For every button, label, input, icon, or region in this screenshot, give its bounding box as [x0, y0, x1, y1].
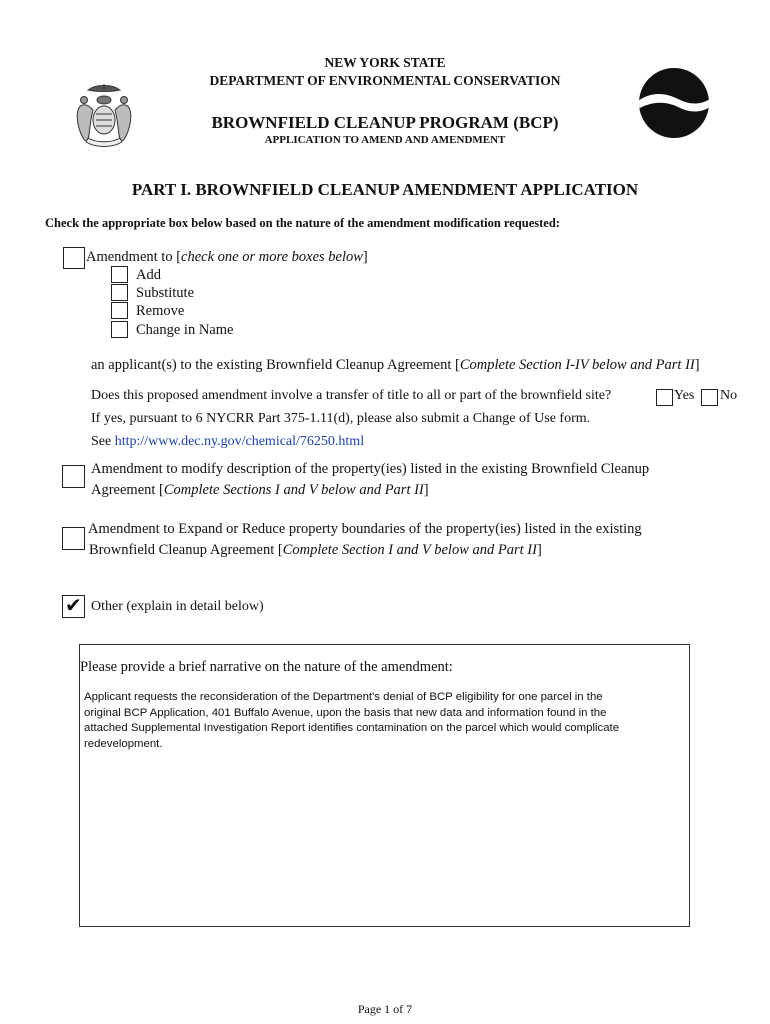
other-checkbox[interactable]: [62, 595, 85, 618]
add-label: Add: [136, 267, 161, 283]
part-title: PART I. BROWNFIELD CLEANUP AMENDMENT APPLICATION: [131, 180, 639, 199]
modify-description-line1: Amendment to modify description of the property(ies) listed in the existing Brownfield Cleanup: [91, 461, 650, 477]
header-state: NEW YORK STATE: [324, 55, 446, 70]
narrative-line: original BCP Application, 401 Buffalo Avenue, upon the basis that new data and information found in the: [84, 706, 607, 719]
page-number: Page 1 of 7: [357, 1002, 413, 1016]
add-checkbox[interactable]: [111, 266, 128, 283]
change-of-use-link[interactable]: http://www.dec.ny.gov/chemical/76250.html: [114, 434, 365, 449]
applicant-line: an applicant(s) to the existing Brownfield Cleanup Agreement [Complete Section I-IV below and Part II]: [91, 357, 700, 373]
program-title: BROWNFIELD CLEANUP PROGRAM (BCP): [211, 113, 559, 132]
amendment-to-label: Amendment to [check one or more boxes below]: [86, 249, 368, 265]
yes-checkbox[interactable]: [656, 389, 673, 406]
narrative-line: Applicant requests the reconsideration of the Department's denial of BCP eligibility for one parcel in the: [84, 691, 603, 703]
yes-label: Yes: [674, 388, 695, 403]
remove-checkbox[interactable]: [111, 302, 128, 319]
narrative-box: [79, 644, 690, 927]
expand-reduce-line2: Brownfield Cleanup Agreement [Complete Section I and V below and Part II]: [89, 542, 542, 558]
expand-reduce-line1: Amendment to Expand or Reduce property boundaries of the property(ies) listed in the existing: [88, 521, 642, 537]
narrative-prompt: Please provide a brief narrative on the nature of the amendment:: [80, 659, 453, 675]
remove-label: Remove: [136, 303, 185, 319]
header-department: DEPARTMENT OF ENVIRONMENTAL CONSERVATION: [209, 73, 561, 88]
if-yes-text: If yes, pursuant to 6 NYCRR Part 375-1.11(d), please also submit a Change of Use form.: [91, 411, 591, 426]
modify-description-checkbox[interactable]: [62, 465, 85, 488]
transfer-question: Does this proposed amendment involve a transfer of title to all or part of the brownfield site?: [91, 388, 612, 403]
other-label: Other (explain in detail below): [91, 599, 264, 614]
narrative-line: redevelopment.: [84, 737, 163, 750]
substitute-label: Substitute: [136, 285, 195, 301]
narrative-line: attached Supplemental Investigation Report identifies contamination on the parcel which would complicate: [84, 722, 620, 734]
change-in-name-label: Change in Name: [136, 322, 234, 338]
no-label: No: [720, 388, 738, 403]
no-checkbox[interactable]: [701, 389, 718, 406]
expand-reduce-checkbox[interactable]: [62, 527, 85, 550]
program-subtitle: APPLICATION TO AMEND AND AMENDMENT: [264, 134, 506, 146]
narrative-text-field[interactable]: [84, 690, 684, 752]
modify-description-line2: Agreement [Complete Sections I and V below and Part II]: [91, 482, 429, 498]
instruction-text: Check the appropriate box below based on the nature of the amendment modification requested:: [45, 216, 560, 230]
checkmark-icon: ✔: [65, 593, 82, 617]
substitute-checkbox[interactable]: [111, 284, 128, 301]
amendment-to-checkbox[interactable]: [63, 247, 85, 269]
see-line: See http://www.dec.ny.gov/chemical/76250.html: [91, 434, 365, 449]
change-in-name-checkbox[interactable]: [111, 321, 128, 338]
